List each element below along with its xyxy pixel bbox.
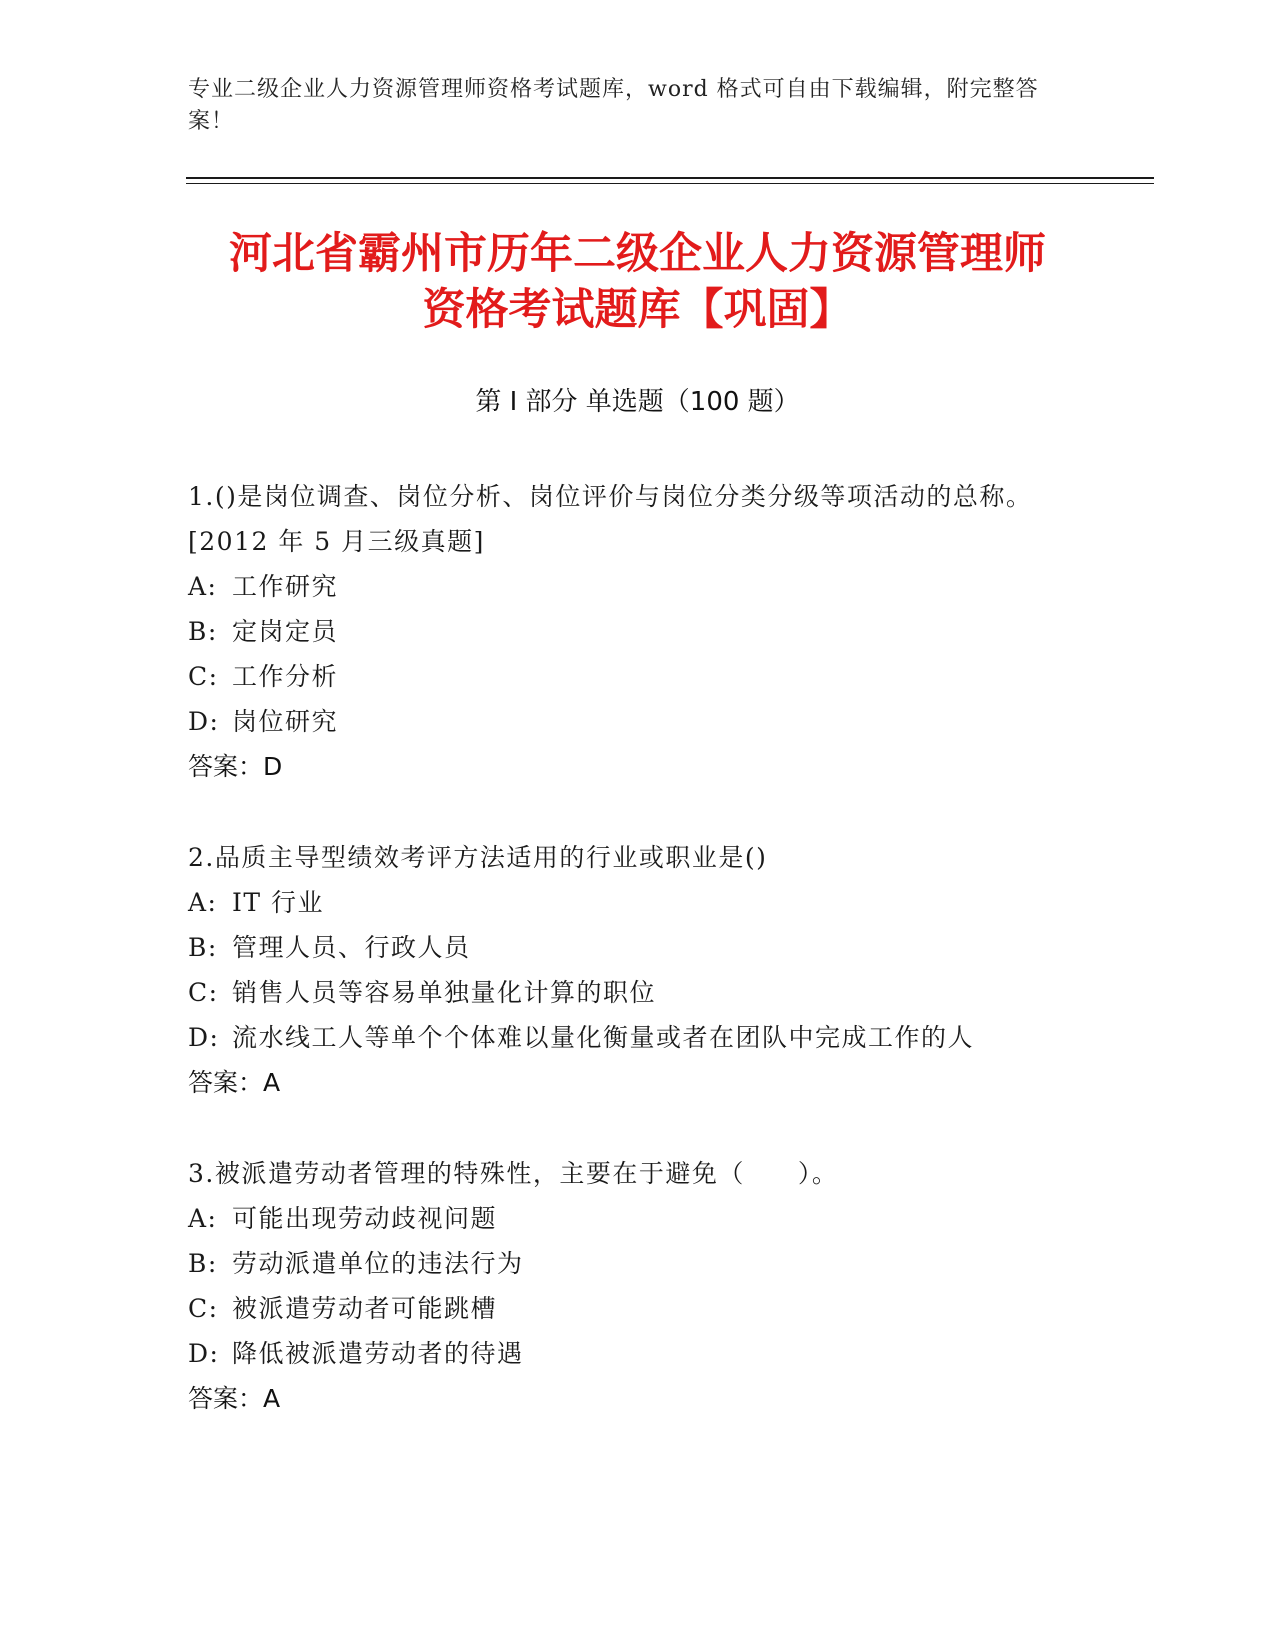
section-heading: 第 I 部分 单选题（100 题） [475,387,800,417]
option-d [188,699,1068,744]
option-label: D: [188,1023,220,1052]
option-text: 定岗定员 [232,617,339,646]
option-label: B: [188,617,218,646]
option-c [188,1286,1068,1331]
option-label: B: [188,933,218,962]
question-2 [188,835,1068,1105]
option-label: D: [188,1339,220,1368]
option-b [188,609,1068,654]
question-text: 2.品质主导型绩效考评方法适用的行业或职业是() [188,843,768,872]
header-divider-thick [186,177,1154,179]
option-a [188,564,1068,609]
option-text: 可能出现劳动歧视问题 [232,1204,498,1233]
option-text: 被派遣劳动者可能跳槽 [232,1294,498,1323]
option-label: C: [188,978,219,1007]
option-label: A: [188,888,218,917]
option-b [188,1241,1068,1286]
option-label: C: [188,1294,219,1323]
option-label: B: [188,1249,218,1278]
option-text: 管理人员、行政人员 [232,933,471,962]
option-text: 劳动派遣单位的违法行为 [232,1249,524,1278]
option-text: 降低被派遣劳动者的待遇 [232,1339,524,1368]
answer: 答案：A [188,1068,281,1097]
option-c [188,654,1068,699]
option-text: 工作研究 [232,572,339,601]
option-label: C: [188,662,219,691]
document-title-line-1: 河北省霸州市历年二级企业人力资源管理师 [229,229,1046,279]
question-text: 1.()是岗位调查、岗位分析、岗位评价与岗位分类分级等项活动的总称。[2012 年 5 月三级真题] [188,482,1033,556]
option-a [188,1196,1068,1241]
option-a [188,880,1068,925]
answer: 答案：A [188,1384,281,1413]
header-divider-thin [186,183,1154,184]
option-label: A: [188,572,218,601]
option-b [188,925,1068,970]
option-c [188,970,1068,1015]
document-title-line-2: 资格考试题库【巩固】 [422,285,853,335]
question-list [188,474,1068,1467]
option-text: IT 行业 [232,888,324,917]
question-1 [188,474,1068,789]
option-label: D: [188,707,220,736]
option-text: 岗位研究 [232,707,339,736]
option-text: 工作分析 [232,662,339,691]
document-title [130,226,1145,338]
option-text: 流水线工人等单个个体难以量化衡量或者在团队中完成工作的人 [232,1023,975,1052]
header-note: 专业二级企业人力资源管理师资格考试题库，word 格式可自由下载编辑，附完整答案！ [188,77,1039,134]
option-text: 销售人员等容易单独量化计算的职位 [232,978,657,1007]
question-text: 3.被派遣劳动者管理的特殊性，主要在于避免（ ）。 [188,1159,839,1188]
option-label: A: [188,1204,218,1233]
option-d [188,1331,1068,1376]
question-3 [188,1151,1068,1421]
option-d [188,1015,1068,1060]
answer: 答案：D [188,752,283,781]
